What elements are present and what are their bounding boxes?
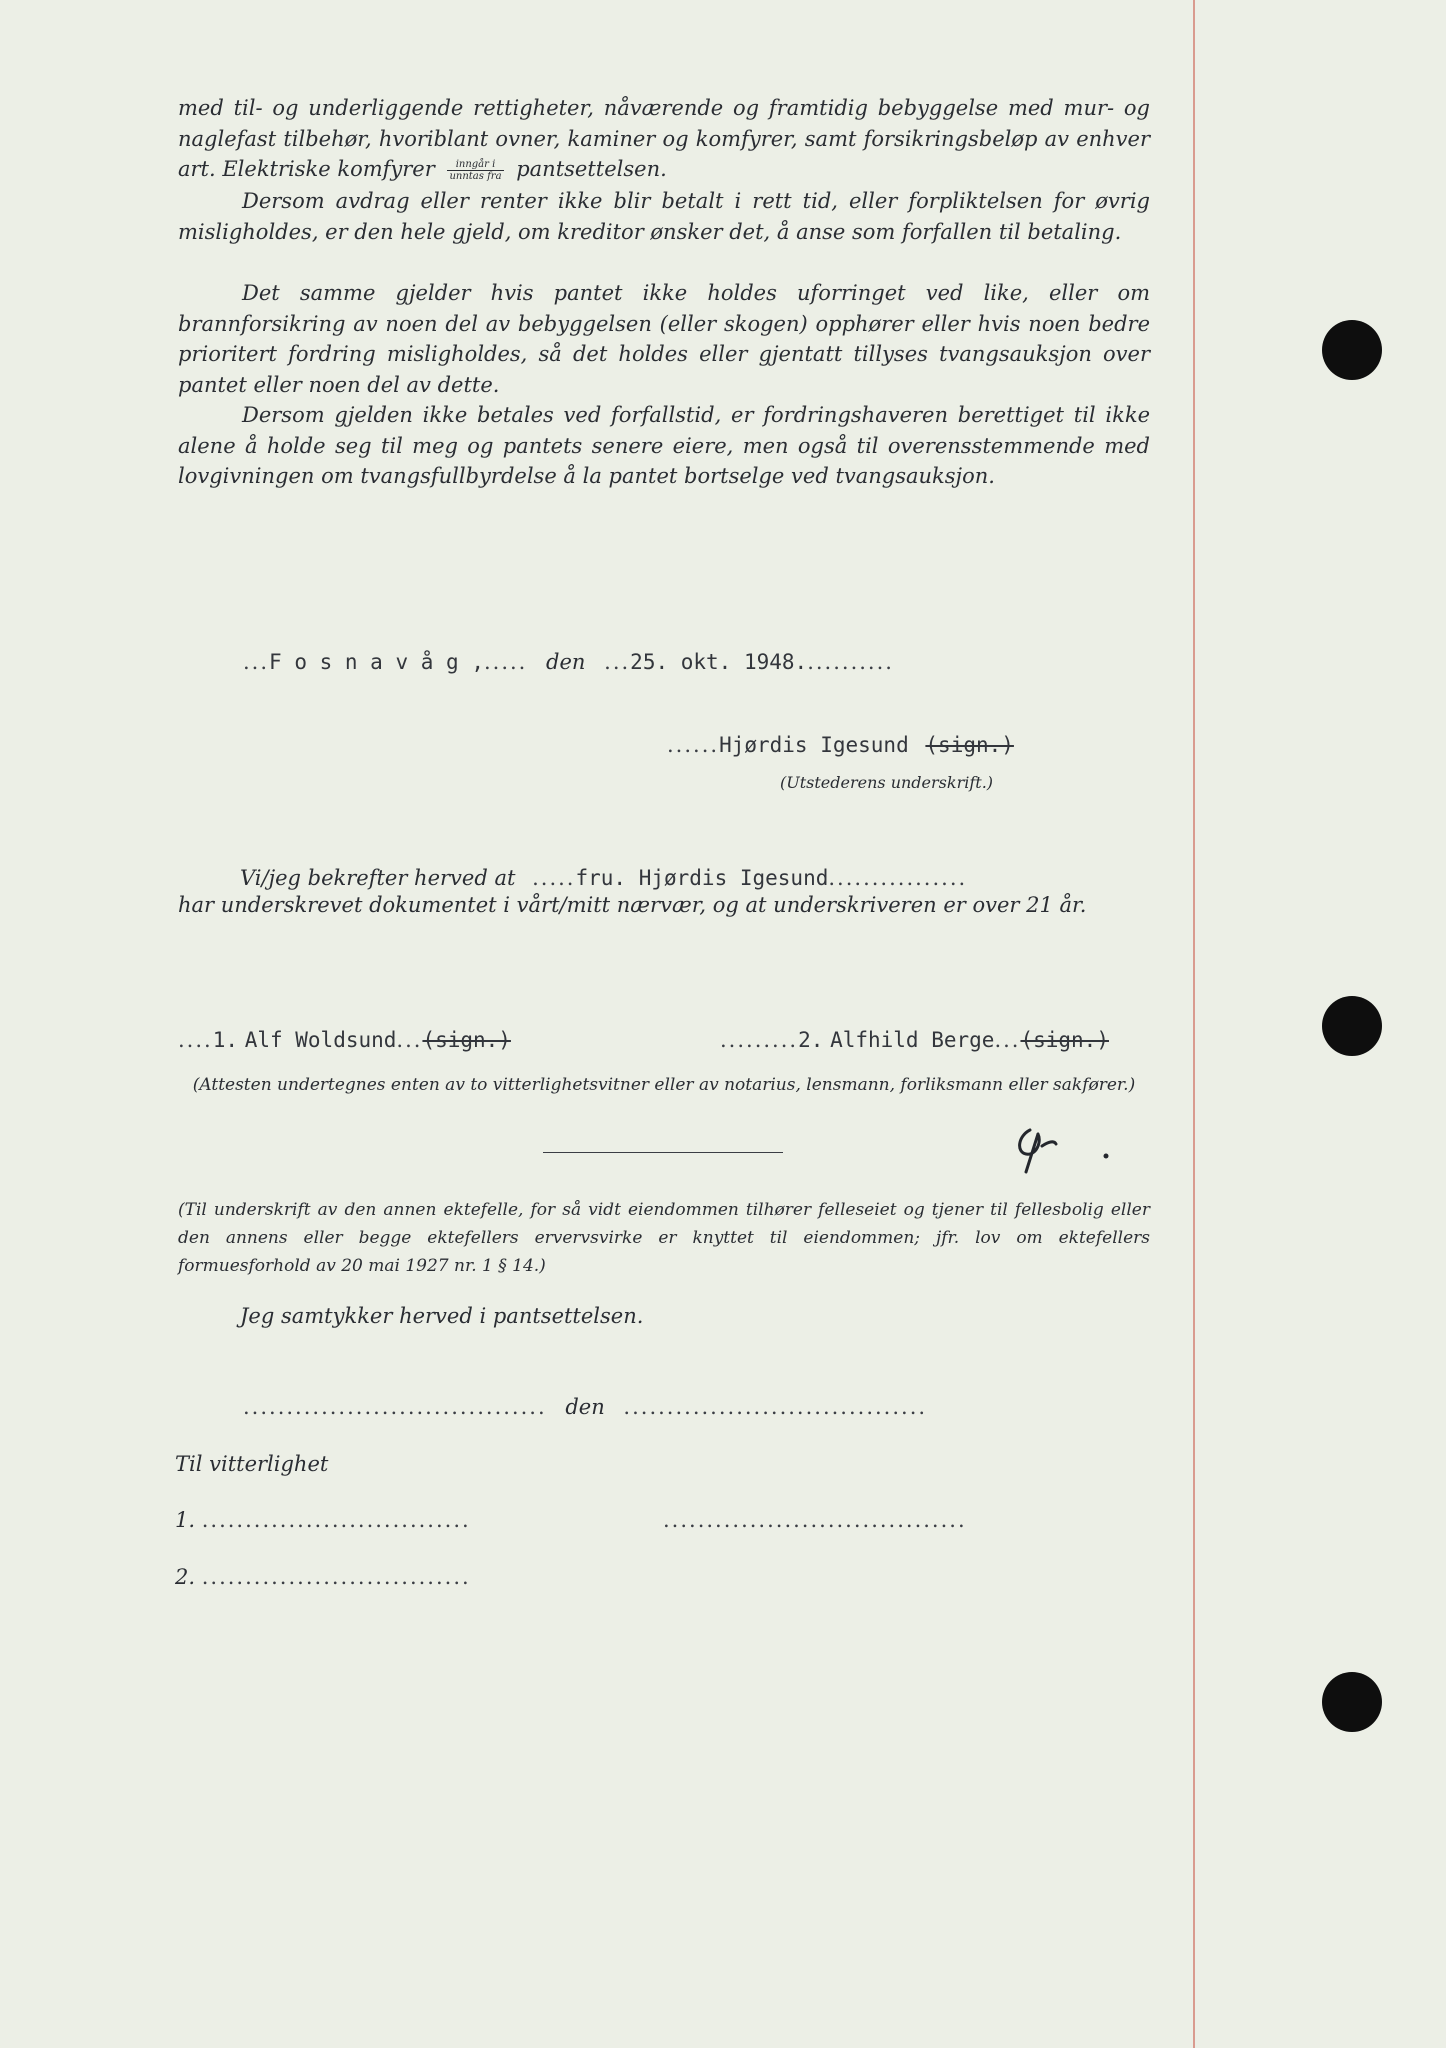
attestation-note: (Attesten undertegnes enten av to vitterlighetsvitner eller av notarius, lensmann, forliksmann eller sakfører.): [192, 1075, 1136, 1095]
blank-witness-2-line: 2. ...............................: [175, 1565, 471, 1589]
confirmed-person: fru. Hjørdis Igesund: [575, 866, 829, 890]
witness-2-sign: (sign.): [1020, 1028, 1109, 1052]
fraction-top: inngår i: [447, 159, 503, 171]
initials-mark: [1008, 1124, 1108, 1174]
witness-1-number: 1.: [212, 1028, 238, 1052]
blank-place-date-line: ................................... den ...................................: [243, 1395, 928, 1419]
place-date-line: ...F o s n a v å g ,..... den ...25. okt. 1948...........: [243, 650, 894, 674]
mortgage-clause-paragraph: [178, 93, 1150, 185]
fraction-bottom: unntas fra: [449, 171, 502, 182]
default-clause-paragraph: Dersom avdrag eller renter ikke blir betalt i rett tid, eller forpliktelsen for øvrig misligholdes, er den hele gjeld, om kreditor ønsker det, å anse som forfallen til betaling.: [178, 189, 1150, 244]
issuer-sign-note: (sign.): [925, 733, 1014, 757]
confirmation-rest: har underskrevet dokumentet i vårt/mitt nærvær, og at underskriveren er over 21 år.: [178, 893, 1087, 917]
issuer-signature-line: ......Hjørdis Igesund (sign.): [667, 733, 1014, 757]
punch-hole: [1322, 1672, 1382, 1732]
date-value: 25. okt. 1948.: [630, 650, 808, 674]
issuer-signature-caption: (Utstederens underskrift.): [780, 773, 994, 792]
insurance-clause-paragraph: Det samme gjelder hvis pantet ikke holdes uforringet ved like, eller om brannforsikring av noen del av bebyggelsen (eller skogen) opphører eller hvis noen bedre prioritert fordring misligholdes, så det holdes eller gjentatt tillyses tvangsauksjon over pantet eller noen del av dette.: [178, 281, 1150, 397]
witness-1-name: Alf Woldsund: [244, 1028, 397, 1052]
confirmation-lead: Vi/jeg bekrefter herved at: [240, 866, 516, 890]
den-label: den: [546, 650, 586, 674]
blank-witness-1-number: 1.: [175, 1508, 196, 1532]
blank-witness-1-second-line: ...................................: [663, 1508, 967, 1532]
issuer-name: Hjørdis Igesund: [719, 733, 909, 757]
place-value: F o s n a v å g ,: [269, 650, 484, 674]
punch-hole: [1322, 320, 1382, 380]
blank-witness-2-number: 2.: [175, 1565, 196, 1589]
witness-2-number: 2.: [798, 1028, 824, 1052]
witness-2-line: .........2. Alfhild Berge...(sign.): [720, 1028, 1109, 1052]
spouse-note: (Til underskrift av den annen ektefelle, for så vidt eiendommen tilhører felleseiet og tjener til fellesbolig eller den annens eller begge ektefellers ervervsvirke er knyttet til eiendommen; jfr. lov om ektefellers formuesforhold av 20 mai 1927 nr. 1 § 14.): [178, 1200, 1150, 1276]
para1-end: pantsettelsen.: [516, 157, 667, 181]
til-vitterlighet-label: Til vitterlighet: [175, 1452, 329, 1476]
blank-den-label: den: [565, 1395, 605, 1419]
punch-hole: [1322, 996, 1382, 1056]
divider-rule: [543, 1152, 783, 1153]
auction-clause-paragraph: Dersom gjelden ikke betales ved forfallstid, er fordringshaveren berettiget til ikke alene å holde seg til meg og pantets senere eiere, men også til overensstemmende med lovgivningen om tvangsfullbyrdelse å la pantet bortselge ved tvangsauksjon.: [178, 403, 1150, 488]
inngar-unntas-fraction: [447, 159, 503, 182]
para1-text: med til- og underliggende rettigheter, nåværende og framtidig bebyggelse med mur- og naglefast tilbehør, hvoriblant ovner, kaminer og komfyrer, samt forsikringsbeløp av enhver art. Elektriske komfyrer: [178, 96, 1150, 181]
witness-1-sign: (sign.): [422, 1028, 511, 1052]
consent-text: Jeg samtykker herved i pantsettelsen.: [240, 1304, 644, 1328]
blank-witness-1-line: 1. ...............................: [175, 1508, 471, 1532]
confirmation-line: Vi/jeg bekrefter herved at .....fru. Hjørdis Igesund................: [240, 866, 968, 890]
witness-2-name: Alfhild Berge: [830, 1028, 995, 1052]
margin-rule: [1193, 0, 1195, 2048]
witness-1-line: ....1. Alf Woldsund...(sign.): [178, 1028, 511, 1052]
